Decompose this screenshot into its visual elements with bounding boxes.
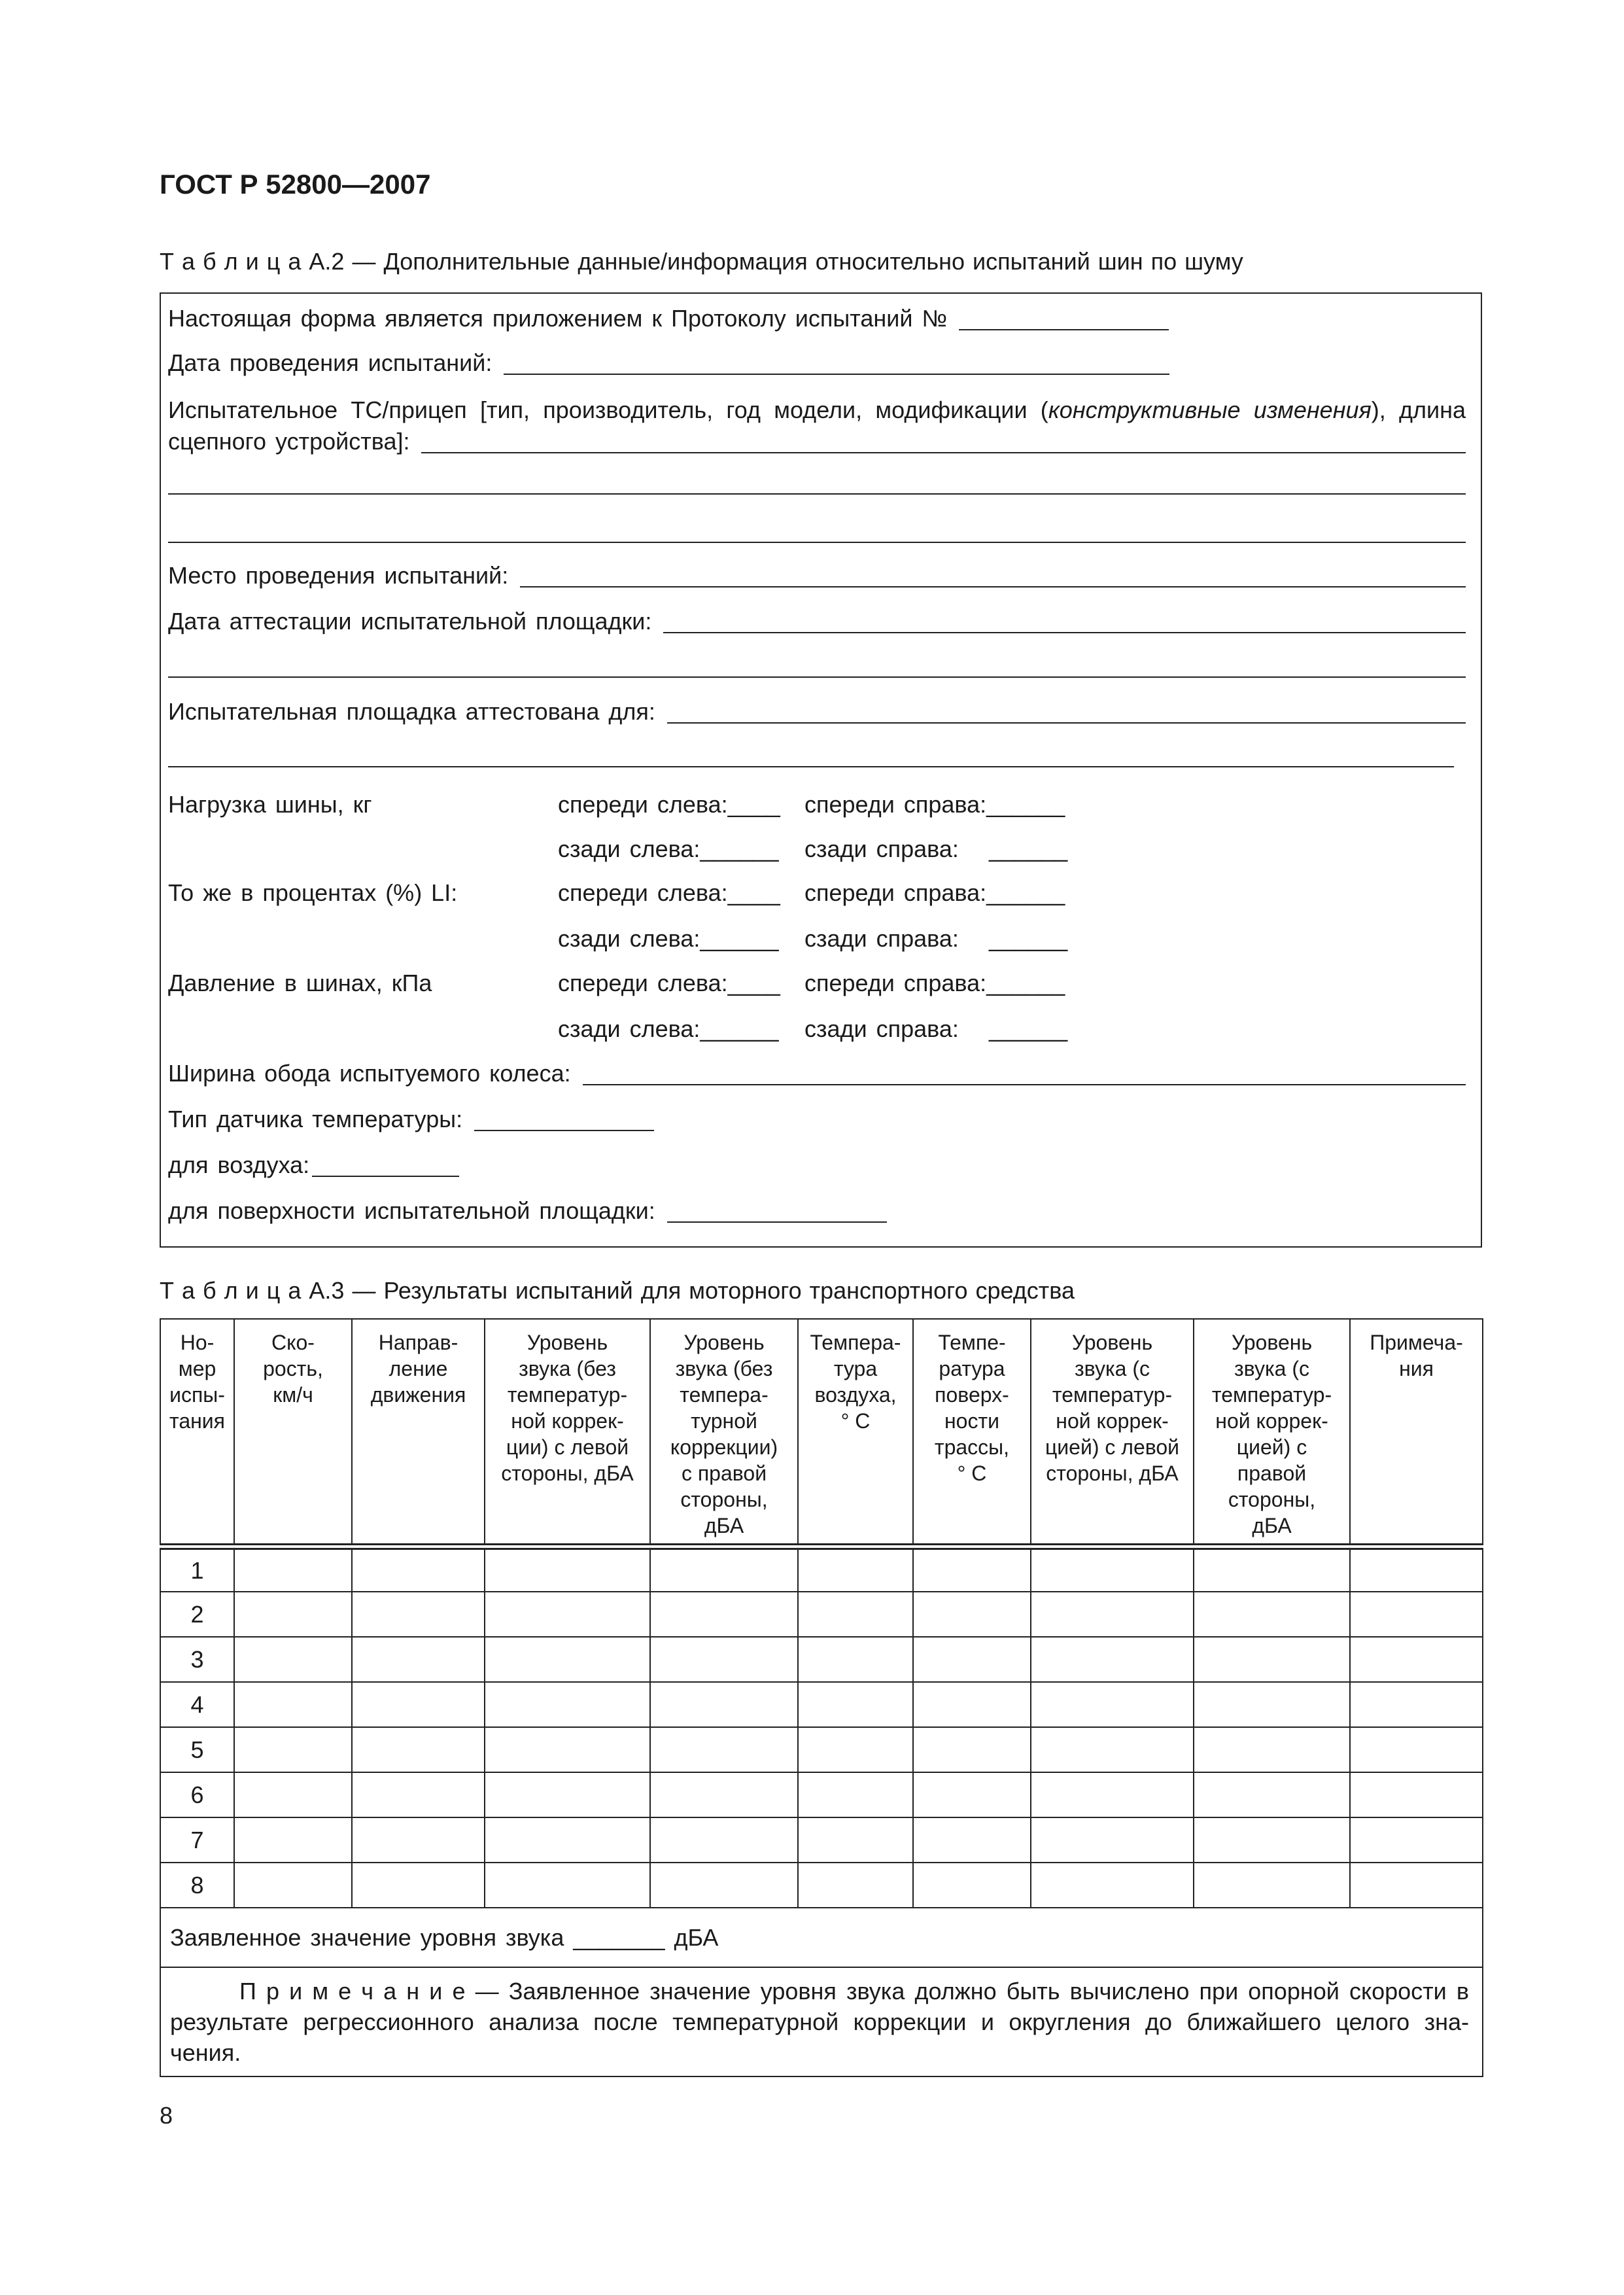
test-number-cell: 1 [160, 1547, 234, 1592]
table-a3-data-row [160, 1772, 1483, 1817]
table-a3-entry-cell[interactable] [913, 1863, 1031, 1908]
table-a3-entry-cell[interactable] [1350, 1863, 1483, 1908]
table-a3-entry-cell[interactable] [1194, 1727, 1350, 1772]
test-vehicle-line [168, 396, 1466, 425]
table-a3-entry-cell[interactable] [352, 1772, 485, 1817]
table-a3-entry-cell[interactable] [352, 1592, 485, 1637]
surface-sensor-row [168, 1197, 887, 1225]
tire-load-front-left: спереди слева:____ [558, 791, 780, 818]
table-a3-entry-cell[interactable] [650, 1592, 798, 1637]
table-a3-entry-cell[interactable] [1194, 1637, 1350, 1682]
table-a3-entry-cell[interactable] [485, 1817, 650, 1863]
rim-width-row [168, 1059, 1466, 1088]
tire-pressure-rear-right: сзади справа: [804, 1015, 959, 1042]
tire-load-rear-right: сзади справа: [804, 835, 959, 862]
temp-sensor-field[interactable] [474, 1130, 654, 1131]
air-sensor-row [168, 1151, 459, 1180]
table-a3-entry-cell[interactable] [798, 1592, 913, 1637]
col-header-level-left-corrected: Уровень звука (с температур- ной коррек- цией) с левой стороны, дБА [1031, 1319, 1194, 1547]
table-a3-entry-cell[interactable] [913, 1682, 1031, 1727]
table-a3-entry-cell[interactable] [1031, 1592, 1194, 1637]
declared-level-text: Заявленное значение уровня звука _______ дБА [160, 1908, 1483, 1967]
table-a3-footer [160, 1908, 1483, 2076]
table-a3-entry-cell[interactable] [234, 1637, 352, 1682]
col-header-air-temperature: Темпера- тура воздуха, ° С [798, 1319, 913, 1547]
temp-sensor-row [168, 1105, 654, 1134]
table-a3-entry-cell[interactable] [234, 1863, 352, 1908]
table-a3-header-row [160, 1319, 1483, 1547]
note-line-1: П р и м е ч а н и е — Заявленное значение уровня звука должно быть вычислено при опорной скорости в [239, 1978, 1469, 2005]
tire-load-rear-left: сзади слева:______ [558, 835, 779, 862]
table-a3-entry-cell[interactable] [913, 1727, 1031, 1772]
table-a3-entry-cell[interactable] [798, 1727, 913, 1772]
load-index-front-right: спереди справа:______ [804, 879, 1065, 906]
load-index-rear-left: сзади слева:______ [558, 925, 779, 952]
test-vehicle-blank-line-2[interactable] [168, 542, 1466, 543]
table-a3-entry-cell[interactable] [485, 1592, 650, 1637]
table-a3-entry-cell[interactable] [1194, 1547, 1350, 1592]
table-a3-entry-cell[interactable] [650, 1863, 798, 1908]
table-a3-entry-cell[interactable] [234, 1772, 352, 1817]
table-a3-data-row [160, 1592, 1483, 1637]
test-vehicle-label-end: ), длина [1371, 396, 1466, 423]
site-certification-date-row [168, 607, 1466, 636]
test-number-cell: 7 [160, 1817, 234, 1863]
table-a3-entry-cell[interactable] [798, 1682, 913, 1727]
table-a3-entry-cell[interactable] [913, 1817, 1031, 1863]
site-certified-for-row [168, 697, 1466, 726]
table-a3-entry-cell[interactable] [234, 1727, 352, 1772]
test-vehicle-field[interactable] [421, 452, 1466, 453]
table-a3-entry-cell[interactable] [1031, 1772, 1194, 1817]
table-a3-data-row [160, 1863, 1483, 1908]
table-a3-entry-cell[interactable] [234, 1817, 352, 1863]
table-a3-body [160, 1547, 1483, 1908]
col-header-track-temperature: Темпе- ратура поверх- ности трассы, ° С [913, 1319, 1031, 1547]
table-a3-entry-cell[interactable] [1350, 1592, 1483, 1637]
test-date-label: Дата проведения испытаний: [168, 349, 492, 376]
tire-pressure-rear-left: сзади слева:______ [558, 1015, 779, 1042]
table-a3-entry-cell[interactable] [1031, 1863, 1194, 1908]
table-a3-entry-cell[interactable] [234, 1547, 352, 1592]
tire-load-rear-right-blank[interactable]: ______ [989, 835, 1068, 862]
table-a3-entry-cell[interactable] [650, 1817, 798, 1863]
air-sensor-field[interactable] [312, 1176, 459, 1177]
test-date-field[interactable] [504, 374, 1169, 375]
table-a3-entry-cell[interactable] [1194, 1817, 1350, 1863]
test-number-cell: 2 [160, 1592, 234, 1637]
table-a3-entry-cell[interactable] [485, 1772, 650, 1817]
test-site-row [168, 561, 1466, 590]
table-a3-entry-cell[interactable] [798, 1547, 913, 1592]
table-a3-entry-cell[interactable] [352, 1817, 485, 1863]
test-vehicle-blank-line-1[interactable] [168, 493, 1466, 495]
table-a3-entry-cell[interactable] [352, 1637, 485, 1682]
table-a3-entry-cell[interactable] [798, 1863, 913, 1908]
table-a3-data-row [160, 1817, 1483, 1863]
table-a3-data-row [160, 1637, 1483, 1682]
tire-load-front-right: спереди справа:______ [804, 791, 1065, 818]
table-a3-data-row [160, 1682, 1483, 1727]
tire-pressure-rear-right-blank[interactable]: ______ [989, 1015, 1068, 1042]
table-a2-caption: Т а б л и ц а А.2 — Дополнительные данные/информация относительно испытаний шин по шуму [160, 248, 1243, 275]
test-number-cell: 6 [160, 1772, 234, 1817]
table-a3-entry-cell[interactable] [650, 1547, 798, 1592]
test-site-field[interactable] [520, 586, 1466, 587]
tire-pressure-front-right: спереди справа:______ [804, 970, 1065, 996]
table-a3-entry-cell[interactable] [352, 1682, 485, 1727]
table-a3-entry-cell[interactable] [234, 1682, 352, 1727]
site-certified-for-blank-line[interactable] [168, 766, 1454, 767]
rim-width-label: Ширина обода испытуемого колеса: [168, 1060, 571, 1087]
note-row [160, 1967, 1483, 2076]
col-header-level-right-uncorrected: Уровень звука (без темпера- турной коррекции) с правой стороны, дБА [650, 1319, 798, 1547]
table-a3-entry-cell[interactable] [1350, 1772, 1483, 1817]
table-a3-entry-cell[interactable] [352, 1863, 485, 1908]
table-a3-caption: Т а б л и ц а А.3 — Результаты испытаний для моторного транспортного средства [160, 1277, 1075, 1304]
site-certification-blank-line[interactable] [168, 676, 1466, 678]
protocol-number-field[interactable] [959, 329, 1169, 330]
site-certified-for-label: Испытательная площадка аттестована для: [168, 698, 655, 725]
table-a3-data-row [160, 1547, 1483, 1592]
table-a3-entry-cell[interactable] [650, 1637, 798, 1682]
table-a3-entry-cell[interactable] [1031, 1682, 1194, 1727]
test-number-cell: 8 [160, 1863, 234, 1908]
table-a3-entry-cell[interactable] [485, 1682, 650, 1727]
table-a3-entry-cell[interactable] [485, 1637, 650, 1682]
table-a3-entry-cell[interactable] [1194, 1592, 1350, 1637]
table-a3-entry-cell[interactable] [485, 1863, 650, 1908]
test-vehicle-label-italic: конструктивные изменения [1048, 396, 1372, 423]
tire-load-label: Нагрузка шины, кг [168, 791, 372, 818]
col-header-test-number: Но- мер испы- тания [160, 1319, 234, 1547]
table-a3-data-row [160, 1727, 1483, 1772]
load-index-percent-label: То же в процентах (%) LI: [168, 879, 458, 906]
protocol-number-row [168, 304, 1169, 333]
table-a3-entry-cell[interactable] [913, 1547, 1031, 1592]
table-a3-results [160, 1318, 1483, 2077]
table-a3-entry-cell[interactable] [1350, 1727, 1483, 1772]
table-a3-entry-cell[interactable] [1194, 1772, 1350, 1817]
table-a3-entry-cell[interactable] [798, 1817, 913, 1863]
site-certification-date-label: Дата аттестации испытательной площадки: [168, 608, 652, 635]
col-header-level-left-uncorrected: Уровень звука (без температур- ной коррек- ции) с левой стороны, дБА [485, 1319, 650, 1547]
temp-sensor-label: Тип датчика температуры: [168, 1106, 463, 1132]
table-a3-entry-cell[interactable] [485, 1547, 650, 1592]
protocol-number-label: Настоящая форма является приложением к Протоколу испытаний № [168, 305, 948, 332]
test-number-cell: 4 [160, 1682, 234, 1727]
load-index-rear-right: сзади справа: [804, 925, 959, 952]
table-a3-entry-cell[interactable] [1350, 1682, 1483, 1727]
table-a3-entry-cell[interactable] [1350, 1637, 1483, 1682]
test-date-row [168, 349, 1169, 377]
rim-width-field[interactable] [583, 1084, 1466, 1085]
table-a3-entry-cell[interactable] [913, 1772, 1031, 1817]
table-a3-entry-cell[interactable] [352, 1727, 485, 1772]
table-a3-entry-cell[interactable] [650, 1682, 798, 1727]
site-certification-date-field[interactable] [663, 632, 1466, 633]
load-index-rear-right-blank[interactable]: ______ [989, 925, 1068, 952]
declared-level-row [160, 1908, 1483, 1967]
table-a3-entry-cell[interactable] [352, 1547, 485, 1592]
note-line-2: результате регрессионного анализа после температурной коррекции и округления до ближайшего целого зна- [170, 2008, 1469, 2035]
table-a3-entry-cell[interactable] [1350, 1817, 1483, 1863]
note-cell [160, 1967, 1483, 2076]
test-site-label: Место проведения испытаний: [168, 562, 509, 589]
table-a3-entry-cell[interactable] [913, 1637, 1031, 1682]
site-certified-for-field[interactable] [667, 722, 1466, 724]
table-a3-entry-cell[interactable] [234, 1592, 352, 1637]
surface-sensor-label: для поверхности испытательной площадки: [168, 1197, 655, 1224]
surface-sensor-field[interactable] [667, 1221, 887, 1223]
table-a3-entry-cell[interactable] [798, 1772, 913, 1817]
test-number-cell: 3 [160, 1637, 234, 1682]
table-a3-entry-cell[interactable] [913, 1592, 1031, 1637]
test-vehicle-continuation-row [168, 427, 1466, 456]
test-vehicle-label-continuation: сцепного устройства]: [168, 428, 410, 455]
table-a3-entry-cell[interactable] [1031, 1817, 1194, 1863]
table-a3-entry-cell[interactable] [1031, 1727, 1194, 1772]
document-number-header: ГОСТ Р 52800—2007 [160, 169, 431, 200]
table-a3-entry-cell[interactable] [1194, 1863, 1350, 1908]
col-header-direction: Направ- ление движения [352, 1319, 485, 1547]
col-header-level-right-corrected: Уровень звука (с температур- ной коррек- цией) с правой стороны, дБА [1194, 1319, 1350, 1547]
table-a3-entry-cell[interactable] [1031, 1547, 1194, 1592]
col-header-speed: Ско- рость, км/ч [234, 1319, 352, 1547]
test-number-cell: 5 [160, 1727, 234, 1772]
air-sensor-label: для воздуха: [168, 1151, 310, 1178]
table-a3-entry-cell[interactable] [798, 1637, 913, 1682]
tire-pressure-front-left: спереди слева:____ [558, 970, 780, 996]
table-a3-entry-cell[interactable] [1350, 1547, 1483, 1592]
test-vehicle-label-start: Испытательное ТС/прицеп [тип, производитель, год модели, модификации ( [168, 396, 1048, 423]
note-line-3: чения. [170, 2039, 241, 2066]
col-header-notes: Примеча- ния [1350, 1319, 1483, 1547]
tire-pressure-label: Давление в шинах, кПа [168, 970, 432, 996]
table-a3-entry-cell[interactable] [650, 1727, 798, 1772]
load-index-front-left: спереди слева:____ [558, 879, 780, 906]
table-a3-entry-cell[interactable] [650, 1772, 798, 1817]
page-number: 8 [160, 2102, 173, 2129]
table-a3-entry-cell[interactable] [1194, 1682, 1350, 1727]
table-a3-entry-cell[interactable] [485, 1727, 650, 1772]
table-a3-entry-cell[interactable] [1031, 1637, 1194, 1682]
